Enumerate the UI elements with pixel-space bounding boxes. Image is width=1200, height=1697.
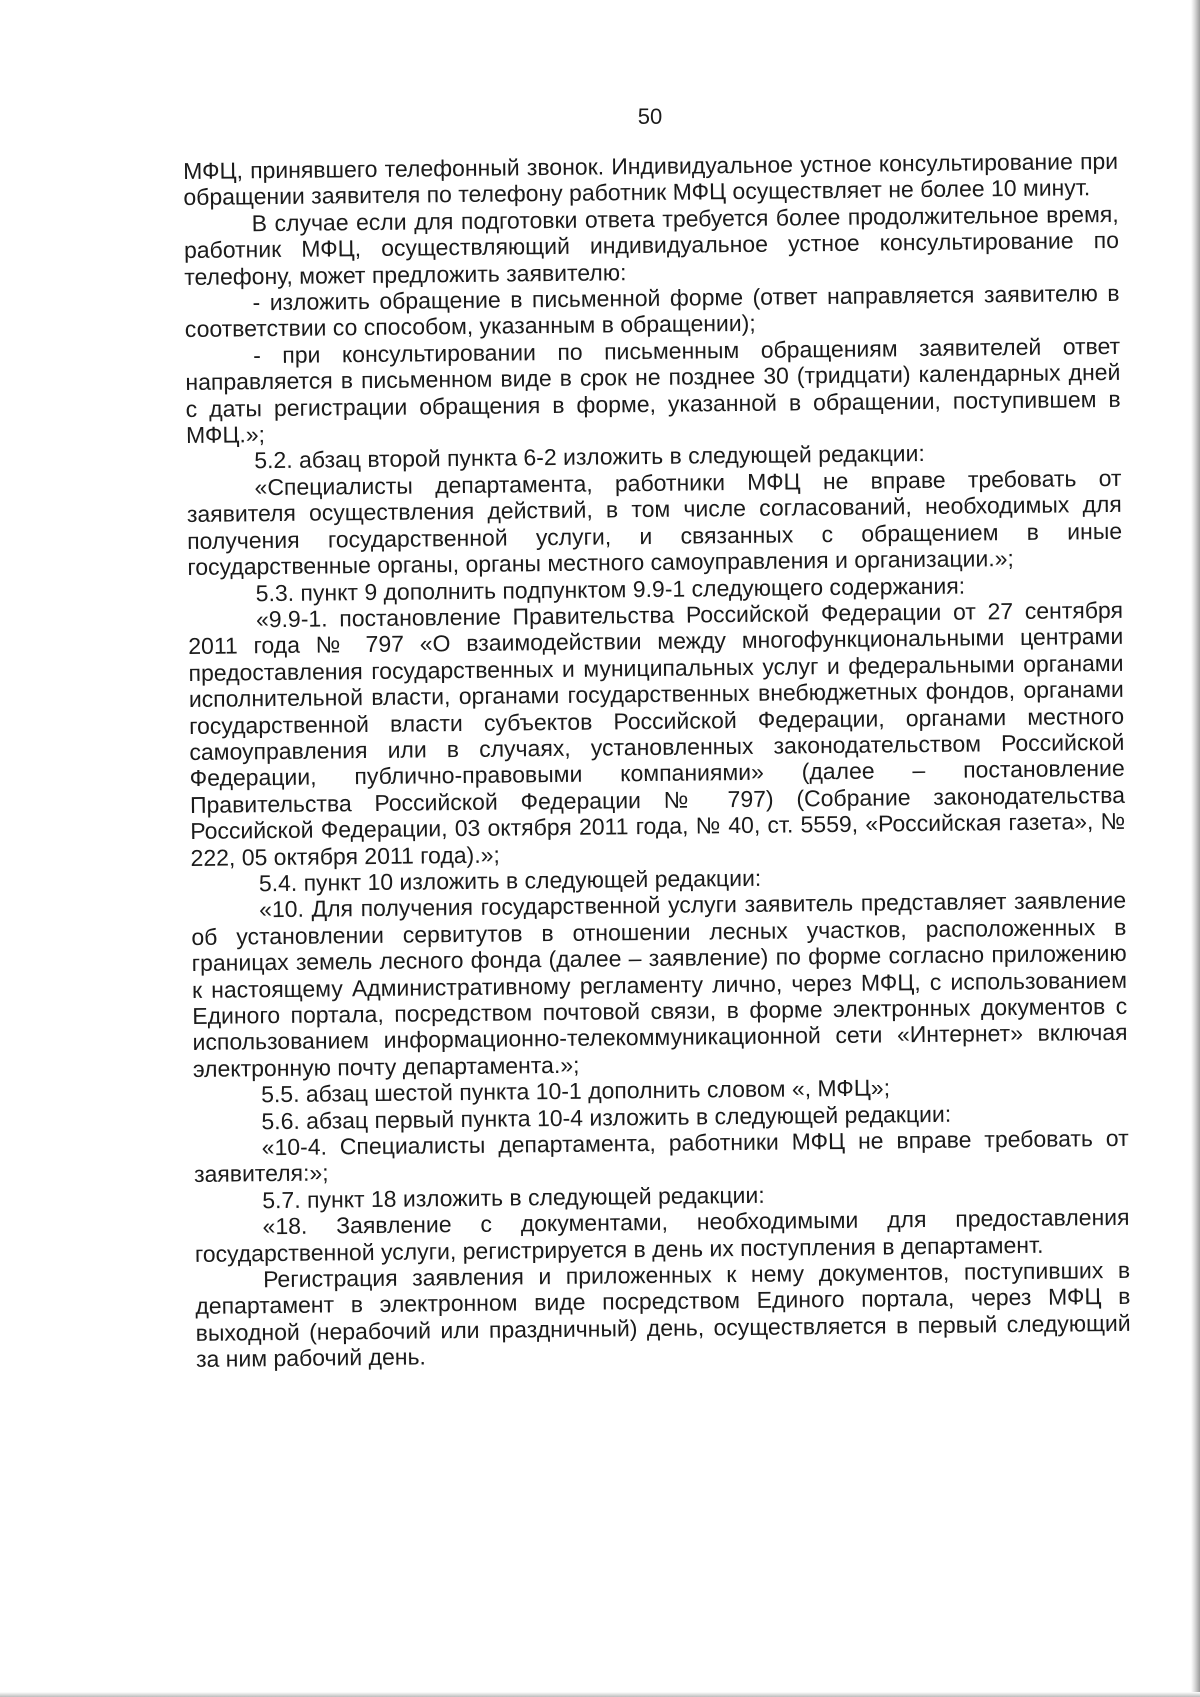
document-body: [183, 148, 1131, 1373]
paragraph: «18. Заявление с документами, необходимыми для предоставления государственной услуги, регистрируется в день их поступления в департамент.: [194, 1204, 1130, 1267]
scan-edge-bottom: [0, 1692, 1200, 1697]
paragraph: «Специалисты департамента, работники МФЦ не вправе требовать от заявителя осуществления действий, в том числе согласований, необходимых для получения государственной услуги, и связанных с обращением в иные государственные органы, органы местного самоуправления и организации.»;: [186, 464, 1123, 581]
list-item: - при консультировании по письменным обращениям заявителей ответ направляется в письменном виде в срок не позднее 30 (тридцати) календарных дней с даты регистрации обращения в форме, указанной в обращении, поступившем в МФЦ.»;: [185, 332, 1121, 449]
page-number: 50: [637, 104, 663, 129]
amendment-heading: 5.3. пункт 9 дополнить подпунктом 9.9-1 следующего содержания:: [255, 572, 966, 606]
paragraph: «9.9-1. постановление Правительства Российской Федерации от 27 сентября 2011 года № 797 «О взаимодействии между многофункциональными центрами предоставления государственных и муниципальных услуг и федеральными органами исполнительной власти, органами государственных внебюджетных фондов, органами государственной власти субъектов Российской Федерации, органами местного самоуправления или в случаях, установленных законодательством Российской Федерации, публично-правовыми компаниями» (далее – постановление Правительства Российской Федерации № 797) (Собрание законодательства Российской Федерации, 03 октября 2011 года, № 40, ст. 5559, «Российская газета», № 222, 05 октября 2011 года).»;: [188, 596, 1126, 871]
paragraph: В случае если для подготовки ответа требуется более продолжительное время, работник МФЦ, осуществляющий индивидуальное устное консультирование по телефону, может предложить заявителю:: [183, 200, 1120, 290]
amendment-heading: 5.5. абзац шестой пункта 10-1 дополнить словом «, МФЦ»;: [260, 1074, 891, 1108]
amendment-heading: 5.7. пункт 18 изложить в следующей редакции:: [262, 1181, 765, 1214]
list-item: - изложить обращение в письменной форме (ответ направляется заявителю в соответствии со способом, указанным в обращении);: [184, 279, 1120, 343]
amendment-heading: 5.4. пункт 10 изложить в следующей редакции:: [258, 864, 762, 897]
paragraph: «10-4. Специалисты департамента, работники МФЦ не вправе требовать от заявителя:»;: [193, 1124, 1129, 1188]
scan-edge-shadow: [1191, 0, 1200, 1697]
amendment-heading: 5.2. абзац второй пункта 6-2 изложить в следующей редакции:: [254, 440, 925, 474]
paragraph: Регистрация заявления и приложенных к нему документов, поступивших в департамент в электронном виде посредством Единого портала, через МФЦ в выходной (нерабочий или праздничный) день, осуществляется в первый следующий за ним рабочий день.: [195, 1256, 1131, 1373]
amendment-heading: 5.6. абзац первый пункта 10-4 изложить в следующей редакции:: [261, 1100, 952, 1134]
paragraph: «10. Для получения государственной услуги заявитель представляет заявление об установлении сервитутов в отношении лесных участков, расположенных в границах земель лесного фонда (далее – заявление) по форме согласно приложению к настоящему Административному регламенту лично, через МФЦ, с использованием Единого портала, посредством почтовой связи, в форме электронных документов с использованием информационно-телекоммуникационной сети «Интернет» включая электронную почту департамента.»;: [191, 887, 1128, 1082]
paragraph: МФЦ, принявшего телефонный звонок. Индивидуальное устное консультирование при обращении заявителя по телефону работник МФЦ осуществляет не более 10 минут.: [183, 147, 1119, 211]
